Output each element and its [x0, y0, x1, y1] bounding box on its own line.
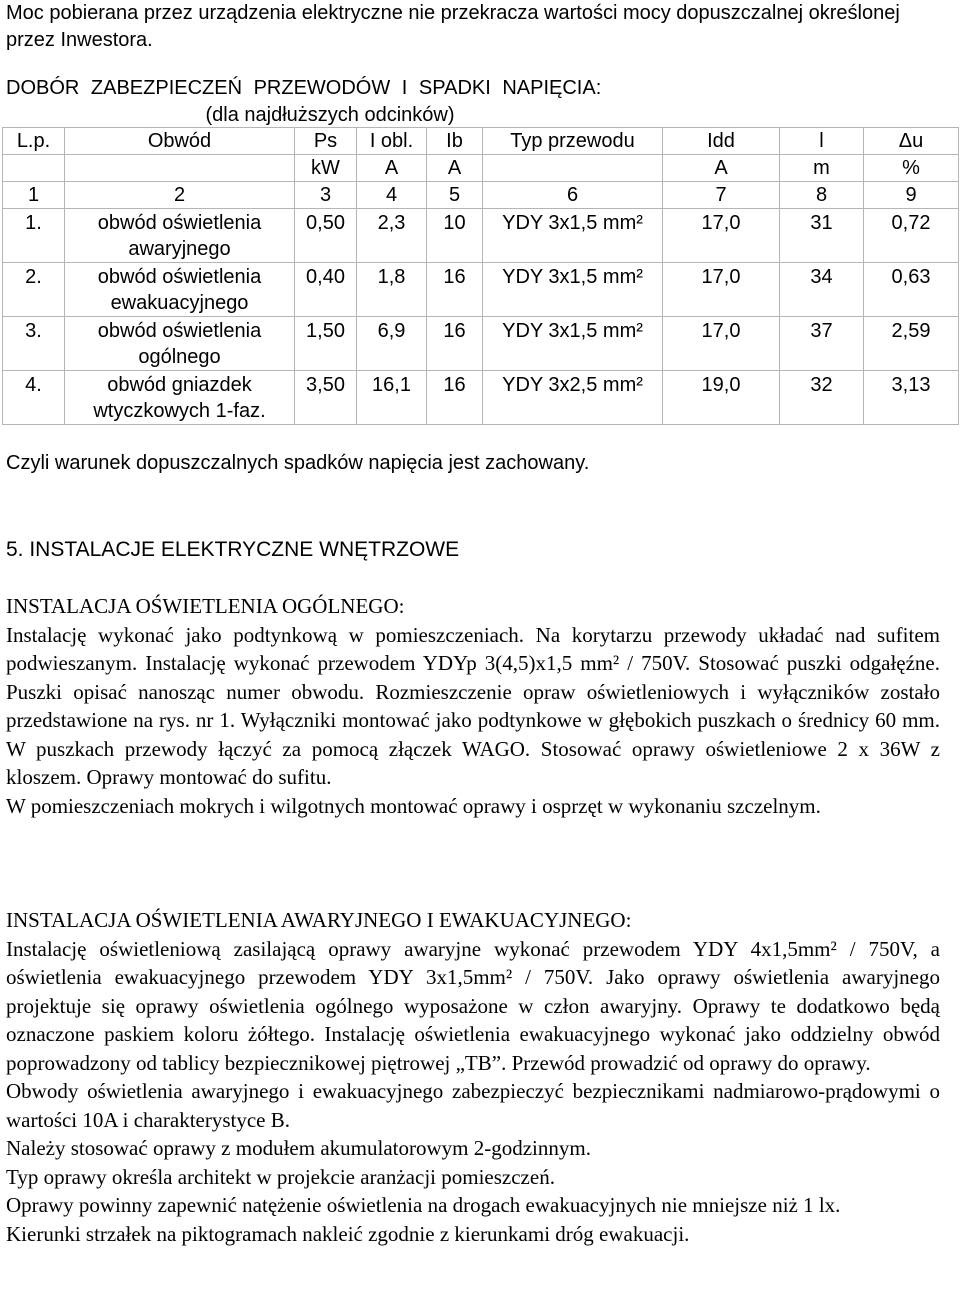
emergency-lighting-paragraph: Kierunki strzałek na piktogramach nakleić zgodnie z kierunkami dróg ewakuacji. [6, 1221, 690, 1246]
chapter-heading: 5. INSTALACJE ELEKTRYCZNE WNĘTRZOWE [6, 538, 460, 561]
unit-cell: A [357, 155, 427, 182]
emergency-lighting-paragraph: Obwody oświetlenia awaryjnego i ewakuacyjnego zabezpieczyć bezpiecznikami nadmiarowo-prądowymi o wartości 10A i charakterystyce B. [6, 1079, 940, 1132]
general-lighting-paragraph: W pomieszczeniach mokrych i wilgotnych montować oprawy i osprzęt w wykonaniu szczelnym. [6, 793, 821, 818]
idd-cell: 19,0 [663, 371, 780, 425]
number-cell: 9 [864, 182, 959, 209]
emergency-lighting-paragraph: Oprawy powinny zapewnić natężenie oświetlenia na drogach ewakuacyjnych nie mniejsze niż 1 lx. [6, 1193, 841, 1217]
lp-cell: 2. [3, 263, 65, 317]
idd-cell: 17,0 [663, 263, 780, 317]
lp-cell: 4. [3, 371, 65, 425]
unit-cell [3, 155, 65, 182]
ps-cell: 3,50 [295, 371, 357, 425]
ps-cell: 0,40 [295, 263, 357, 317]
number-cell: 7 [663, 182, 780, 209]
circuit-cell: obwód gniazdek wtyczkowych 1-faz. [65, 371, 295, 425]
cable-type-cell: YDY 3x1,5 mm² [483, 317, 663, 371]
voltage-drop-cell: 3,13 [864, 371, 959, 425]
number-cell: 4 [357, 182, 427, 209]
header-cell: Obwód [65, 128, 295, 155]
emergency-lighting-paragraph: Typ oprawy określa architekt w projekcie aranżacji pomieszczeń. [6, 1164, 555, 1189]
table-row [3, 371, 959, 425]
table-row [3, 209, 959, 263]
cable-type-cell: YDY 3x1,5 mm² [483, 209, 663, 263]
number-cell: 6 [483, 182, 663, 209]
iobl-cell: 16,1 [357, 371, 427, 425]
number-cell: 1 [3, 182, 65, 209]
idd-cell: 17,0 [663, 317, 780, 371]
header-cell: Idd [663, 128, 780, 155]
section-title: DOBÓR ZABEZPIECZEŃ PRZEWODÓW I SPADKI NAPIĘCIA: [6, 77, 602, 99]
emergency-lighting-section [6, 906, 940, 1248]
circuit-cell: obwód oświetlenia awaryjnego [65, 209, 295, 263]
iobl-cell: 2,3 [357, 209, 427, 263]
length-cell: 34 [780, 263, 864, 317]
unit-cell [483, 155, 663, 182]
length-cell: 37 [780, 317, 864, 371]
emergency-lighting-title: INSTALACJA OŚWIETLENIA AWARYJNEGO I EWAKUACYJNEGO: [6, 908, 632, 932]
unit-cell: kW [295, 155, 357, 182]
general-lighting-title: INSTALACJA OŚWIETLENIA OGÓLNEGO: [6, 594, 405, 618]
ib-cell: 16 [427, 371, 483, 425]
number-cell: 8 [780, 182, 864, 209]
voltage-drop-cell: 0,63 [864, 263, 959, 317]
iobl-cell: 1,8 [357, 263, 427, 317]
number-cell: 3 [295, 182, 357, 209]
header-cell: Ib [427, 128, 483, 155]
header-cell: Typ przewodu [483, 128, 663, 155]
ib-cell: 16 [427, 317, 483, 371]
header-cell: l [780, 128, 864, 155]
length-cell: 32 [780, 371, 864, 425]
emergency-lighting-paragraph: Należy stosować oprawy z modułem akumulatorowym 2-godzinnym. [6, 1136, 591, 1160]
header-cell: Δu [864, 128, 959, 155]
circuit-cell: obwód oświetlenia ewakuacyjnego [65, 263, 295, 317]
table-numbers-row [3, 182, 959, 209]
general-lighting-section [6, 592, 940, 820]
header-cell: L.p. [3, 128, 65, 155]
conclusion-text: Czyli warunek dopuszczalnych spadków napięcia jest zachowany. [6, 452, 590, 474]
ib-cell: 16 [427, 263, 483, 317]
ib-cell: 10 [427, 209, 483, 263]
number-cell: 2 [65, 182, 295, 209]
cable-type-cell: YDY 3x1,5 mm² [483, 263, 663, 317]
header-cell: I obl. [357, 128, 427, 155]
table-units-row [3, 155, 959, 182]
emergency-lighting-paragraph: Instalację oświetleniową zasilającą oprawy awaryjne wykonać przewodem YDY 4x1,5mm² / 750V, a oświetlenia ewakuacyjnego przewodem YDY 3x1,5mm² / 750V. Jako oprawy oświetlenia awaryjnego projektuje się oprawy oświetlenia ogólnego wyposażone w człon awaryjny. Oprawy te dodatkowo będą oznaczone paskiem koloru żółtego. Instalację oświetlenia ewakuacyjnego wykonać jako oddzielny obwód poprowadzony od tablicy bezpiecznikowej piętrowej „TB”. Przewód prowadzić od oprawy do oprawy. [6, 936, 940, 1075]
length-cell: 31 [780, 209, 864, 263]
ps-cell: 0,50 [295, 209, 357, 263]
lp-cell: 1. [3, 209, 65, 263]
idd-cell: 17,0 [663, 209, 780, 263]
circuit-cell: obwód oświetlenia ogólnego [65, 317, 295, 371]
intro-text: Moc pobierana przez urządzenia elektryczne nie przekracza wartości mocy dopuszczalnej określonej przez Inwestora. [6, 2, 900, 51]
header-cell: Ps [295, 128, 357, 155]
unit-cell: % [864, 155, 959, 182]
general-lighting-paragraph: Instalację wykonać jako podtynkową w pomieszczeniach. Na korytarzu przewody układać nad sufitem podwieszanym. Instalację wykonać przewodem YDYp 3(4,5)x1,5 mm² / 750V. Stosować puszki odgałęźne. Puszki opisać nanosząc numer obwodu. Rozmieszczenie opraw oświetleniowych i wyłączników zostało przedstawione na rys. nr 1. Wyłączniki montować jako podtynkowe w głębokich puszkach o średnicy 60 mm. W puszkach przewody łączyć za pomocą złączek WAGO. Stosować oprawy oświetleniowe 2 x 36W z kloszem. Oprawy montować do sufitu. [6, 622, 940, 789]
voltage-drop-cell: 2,59 [864, 317, 959, 371]
cable-type-cell: YDY 3x2,5 mm² [483, 371, 663, 425]
iobl-cell: 6,9 [357, 317, 427, 371]
unit-cell: A [427, 155, 483, 182]
lp-cell: 3. [3, 317, 65, 371]
section-subtitle: (dla najdłuższych odcinków) [205, 104, 455, 126]
table-row [3, 263, 959, 317]
ps-cell: 1,50 [295, 317, 357, 371]
unit-cell: A [663, 155, 780, 182]
unit-cell [65, 155, 295, 182]
unit-cell: m [780, 155, 864, 182]
table-header-row [3, 128, 959, 155]
voltage-drop-cell: 0,72 [864, 209, 959, 263]
number-cell: 5 [427, 182, 483, 209]
voltage-drop-table [2, 127, 959, 425]
table-row [3, 317, 959, 371]
